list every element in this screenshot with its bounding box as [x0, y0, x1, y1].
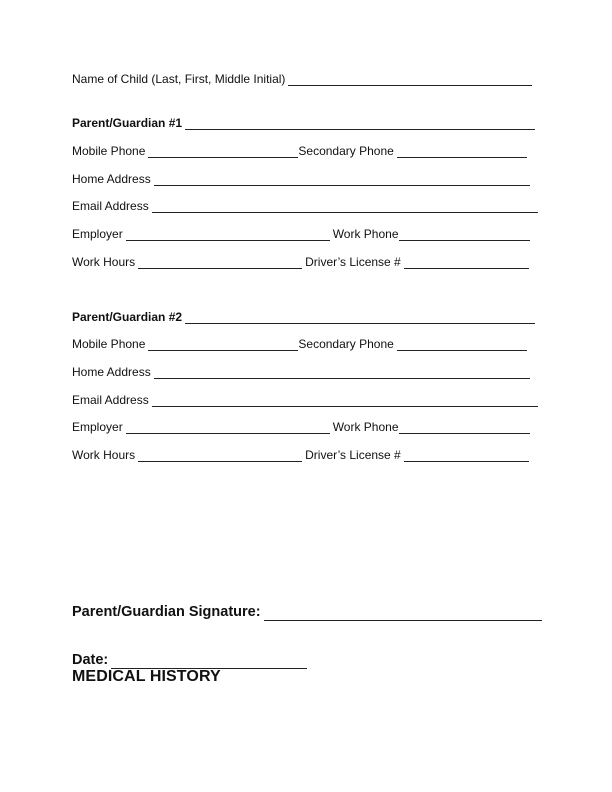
guardian2-home-address-label: Home Address [72, 365, 151, 379]
guardian1-work-hours-label: Work Hours [72, 255, 136, 269]
guardian2-mobile-phone-label: Mobile Phone [72, 337, 146, 351]
guardian2-secondary-phone-label: Secondary Phone [298, 337, 394, 351]
guardian2-work-hours-row [72, 448, 532, 462]
guardian2-employer-label: Employer [72, 420, 123, 434]
guardian2-email-label: Email Address [72, 393, 149, 407]
guardian1-phone-row [72, 144, 530, 158]
child-name-label: Name of Child (Last, First, Middle Initial) [72, 72, 286, 86]
guardian1-secondary-phone-line[interactable] [397, 145, 527, 158]
guardian2-email-line[interactable] [152, 394, 538, 407]
guardian2-home-address-line[interactable] [154, 366, 530, 379]
guardian2-employer-line[interactable] [126, 421, 330, 434]
guardian1-email-label: Email Address [72, 199, 149, 213]
guardian1-mobile-phone-line[interactable] [148, 145, 298, 158]
guardian1-work-hours-row [72, 255, 532, 269]
guardian1-work-phone-label: Work Phone [332, 227, 399, 241]
guardian1-home-address-row [72, 172, 533, 186]
guardian2-secondary-phone-line[interactable] [397, 338, 527, 351]
guardian2-phone-row [72, 337, 530, 351]
guardian2-email-row [72, 393, 541, 407]
date-row [72, 652, 310, 669]
signature-row [72, 604, 545, 621]
guardian2-drivers-license-label: Driver’s License # [305, 448, 401, 462]
guardian1-drivers-license-line[interactable] [404, 256, 529, 269]
guardian1-employer-label: Employer [72, 227, 123, 241]
guardian1-secondary-phone-label: Secondary Phone [298, 144, 394, 158]
guardian2-mobile-phone-line[interactable] [148, 338, 298, 351]
guardian1-heading: Parent/Guardian #1 [72, 116, 183, 130]
guardian2-home-address-row [72, 365, 533, 379]
date-label: Date: [72, 652, 109, 668]
guardian1-email-row [72, 199, 541, 213]
guardian1-work-hours-line[interactable] [138, 256, 302, 269]
guardian1-employer-row [72, 227, 533, 241]
guardian1-mobile-phone-label: Mobile Phone [72, 144, 146, 158]
guardian2-work-phone-line[interactable] [399, 421, 530, 434]
guardian2-work-phone-label: Work Phone [332, 420, 399, 434]
guardian2-name-line[interactable] [185, 311, 535, 324]
medical-history-heading: MEDICAL HISTORY [72, 668, 221, 685]
signature-label: Parent/Guardian Signature: [72, 604, 261, 620]
guardian1-email-line[interactable] [152, 200, 538, 213]
guardian1-name-line[interactable] [185, 117, 535, 130]
guardian2-heading-row [72, 310, 538, 324]
guardian2-drivers-license-line[interactable] [404, 449, 529, 462]
guardian2-employer-row [72, 420, 533, 434]
guardian2-work-hours-label: Work Hours [72, 448, 136, 462]
guardian2-heading: Parent/Guardian #2 [72, 310, 183, 324]
signature-line[interactable] [264, 606, 542, 621]
date-line[interactable] [111, 654, 307, 669]
guardian1-drivers-license-label: Driver’s License # [305, 255, 401, 269]
guardian2-work-hours-line[interactable] [138, 449, 302, 462]
guardian1-employer-line[interactable] [126, 228, 330, 241]
child-name-line[interactable] [288, 73, 532, 86]
child-name-row [72, 72, 535, 86]
guardian1-heading-row [72, 116, 538, 130]
guardian1-home-address-label: Home Address [72, 172, 151, 186]
guardian1-home-address-line[interactable] [154, 173, 530, 186]
guardian1-work-phone-line[interactable] [399, 228, 530, 241]
